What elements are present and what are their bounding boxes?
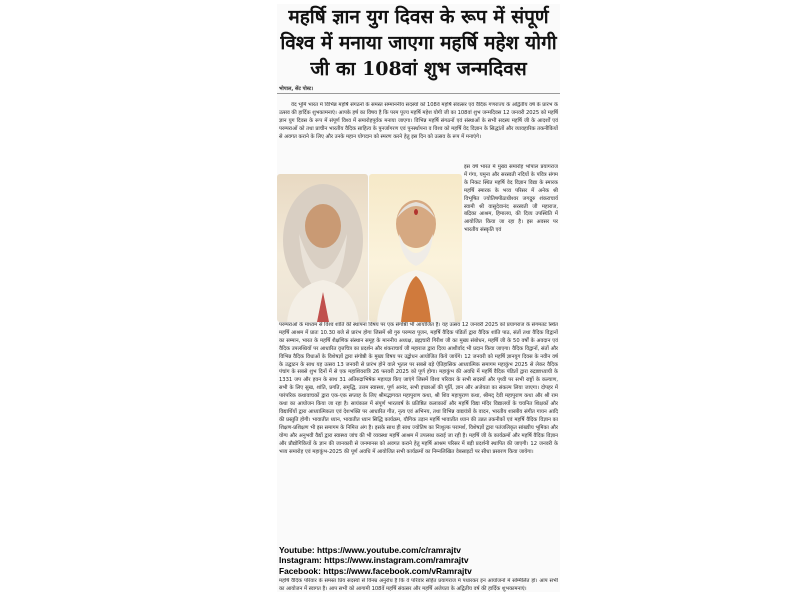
social-links <box>279 545 558 576</box>
intro-paragraph: वेद भूमि भारत में विभिन्न महर्षि संगठनों के समस्त सम्माननीय सदस्यों को 108वें महर्षि संवत्सर एवं वैदिक गणराज्य के अद्वितीय वर्ष के प्रारंभ के उत्सव की हार्दिक शुभकामनाएं। आपके हर्ष का विषय है कि परम पूज्य महर्षि महेश योगी जी का 108वां शुभ जन्मदिवस 12 जनवरी 2025 को महर्षि ज्ञान युग दिवस के रूप में संपूर्ण विश्व में समारोहपूर्वक मनाया जाएगा। विभिन्न महर्षि संगठनों एवं संस्थाओं के सभी सदस्य महर्षि जी के आदर्शों एवं परम्पराओं को तथा प्राचीन भारतीय वैदिक साहित्य के पुनर्जागरण एवं पुनर्स्थापना व विश्व को महर्षि वेद विज्ञान के सिद्धांतों और व्यावहारिक तकनीकियों से अवगत कराने के लिए और उनके महान योगदान को स्मरण करने हेतु इस दिन को उत्सव के रूप में मनाएंगे। <box>279 102 558 140</box>
newspaper-clipping <box>277 4 560 592</box>
instagram-link[interactable]: Instagram: https://www.instagram.com/ramrajtv <box>279 555 469 566</box>
headline <box>277 4 560 82</box>
youtube-link[interactable]: Youtube: https://www.youtube.com/c/ramrajtv <box>279 545 461 555</box>
portrait-illustration-1 <box>277 174 368 322</box>
headline-line-1: महर्षि ज्ञान युग दिवस के रूप में संपूर्ण <box>288 6 549 28</box>
body-paragraph: परम्पराओं के माध्यम से विश्व शांति की स्थापना विषय पर एक संगोष्ठी भी आयोजित है। यह उत्सव 12 जनवरी 2025 को प्रयागराज के संगमतट स्थित महर्षि आश्रम में प्रातः 10.30 बजे से प्रारंभ होगा जिसमें श्री गुरु परम्परा पूजन, महर्षि वैदिक पंडितों द्वारा वैदिक शांति पाठ, संतों तथा वैदिक विद्वानों का सम्मान, भारत के महर्षि शैक्षणिक संस्थान समूह के माननीय अध्यक्ष, ब्रह्मचारी गिरीश जी का मुख्य संबोधन, महर्षि जी के 50 वर्षों के अवदान एवं वैदिक उपलब्धियों पर आधारित वृत्तचित्र का प्रदर्शन और शंकराचार्य जी महाराज द्वारा दिव्य आशीर्वाद भी प्रदान किया जाएगा। वैदिक विद्वानों, संतों और विभिन्न वैदिक विधाओं के विशेषज्ञों द्वारा संगोष्ठी के मुख्य विषय पर उद्बोधन आयोजित किये जायेंगे। 12 जनवरी को महर्षि ज्ञानयुग दिवस के नवीन वर्ष के उद्घाटन के साथ यह उत्सव 13 जनवरी से प्रारंभ होने वाले भूतल पर सबसे बड़े ऐतिहासिक आध्यात्मिक समागम महाकुंभ 2025 से लेकर वैदिक पंचांग के सबसे शुभ दिनों में से एक महाशिवरात्रि 26 फरवरी 2025 को पूर्ण होगा। महाकुंभ की अवधि में महर्षि वैदिक पंडितों द्वारा रुद्राष्टाध्यायी के 1331 जप और हवन के साथ 31 अतिरुद्राभिषेक महायज्ञ किए जाएंगे जिसमें विश्व परिवार के सभी सदस्यों और पृथ्वी पर सभी राष्ट्रों के कल्याण, सभी के लिए सुख, शांति, प्रगति, समृद्धि, उत्तम स्वास्थ्य, पूर्ण आनंद, सभी इच्छाओं की पूर्ति, ज्ञान और अजेयता का संकल्प लिया जाएगा। दोपहर में पारंपरिक कथावाचकों द्वारा एक-एक सप्ताह के लिए श्रीमद्भागवत महापुराण कथा, श्री शिव महापुराण कथा, श्रीमद् देवी महापुराण कथा और श्री राम कथा का आयोजन किया जा रहा है। सायंकाल में संपूर्ण भारतवर्ष के प्रतिष्ठित कलाकारों और महर्षि विद्या मंदिर विद्यालयों के चयनित शिक्षकों और विद्यार्थियों द्वारा आध्यात्मिकता एवं देशभक्ति पर आधारित गीत, नृत्य एवं अभिनय, तथा विभिन्न वाद्ययंत्रों के वादन, भारतीय शास्त्रीय संगीत गायन आदि की प्रस्तुति होगी। भावातीत ध्यान, भावातीत ध्यान सिद्धि कार्यक्रम, यौगिक उड़ान महर्षि भावातीत ध्यान की उन्नत तकनीकों एवं महर्षि वैदिक विज्ञान का शिक्षण-प्रशिक्षण भी इस समागम के निमित्त अंग है। इसके साथ ही साथ ज्योतिष का निःशुल्क परामर्श, विशेषज्ञों द्वारा पतंजलिकृत सांख्यीय भूमिका और योग्य और अनुभवी वैद्यों द्वारा स्वास्थ्य जांच की भी व्यवस्था महर्षि आश्रम में उपलब्ध कराई जा रही है। महर्षि जी के कार्यक्रमों और महर्षि वैदिक विज्ञान और प्रौद्योगिकियों के ज्ञान की जानकारी से जनमानस को अवगत कराने हेतु महर्षि आश्रम परिसर में बड़ी प्रदर्शनी स्थापित की जाएगी। 12 जनवरी के भव्य समारोह एवं महाकुंभ-2025 की पूर्ण अवधि में आयोजित सभी कार्यक्रमों का निम्नलिखित वेबसाइटों पर सीधा प्रसारण किया जायेगा। <box>279 322 558 455</box>
closing-paragraph: महर्षि वैदिक परिवार के समस्त प्रिय सदस्यों से विनम्र अनुरोध है कि वे परिवार सहित प्रयागराज में पधारकर इन आयोजनों में सम्मिलित हों। आप सभी का आयोजन में स्वागत है। आप सभी को आगामी 108वें महर्षि संवत्सर और महर्षि अजेयता के अद्वितीय वर्ष की हार्दिक शुभकामनाएं। <box>279 578 558 592</box>
facebook-link[interactable]: Facebook: https://www.facebook.com/vRamrajtv <box>279 565 472 576</box>
side-paragraph: इस वर्ष भारत में मुख्य समारोह भोपाल प्रयागराज में गंगा, यमुना और सरस्वती नदियों के पवित्र संगम के निकट स्थित महर्षि वेद विज्ञान विद्या के स्मारक महर्षि स्मारक के भव्य परिसर में अनेक श्री विभूषित ज्योतिषपीठाधीश्वर जगद्गुरु शंकराचार्य स्वामी श्री वासुदेवानंद सरस्वती जी महाराज, बद्रिका आश्रम, हिमालय, की दिव्य उपस्थिति में आयोजित किया जा रहा है। इस अवसर पर भारतीय संस्कृति एवं <box>464 164 558 234</box>
headline-line-2: विश्व में मनाया जाएगा महर्षि महेश योगी <box>280 32 557 54</box>
photo-maharishi-mahesh-yogi <box>277 174 368 322</box>
headline-line-3: जी का 108वां शुभ जन्मदिवस <box>310 58 527 80</box>
portrait-illustration-2 <box>369 174 462 322</box>
photo-brahmachari-girish <box>369 174 462 322</box>
divider <box>277 93 560 94</box>
dateline: भोपाल, सेंट पोस्ट। <box>279 86 314 92</box>
